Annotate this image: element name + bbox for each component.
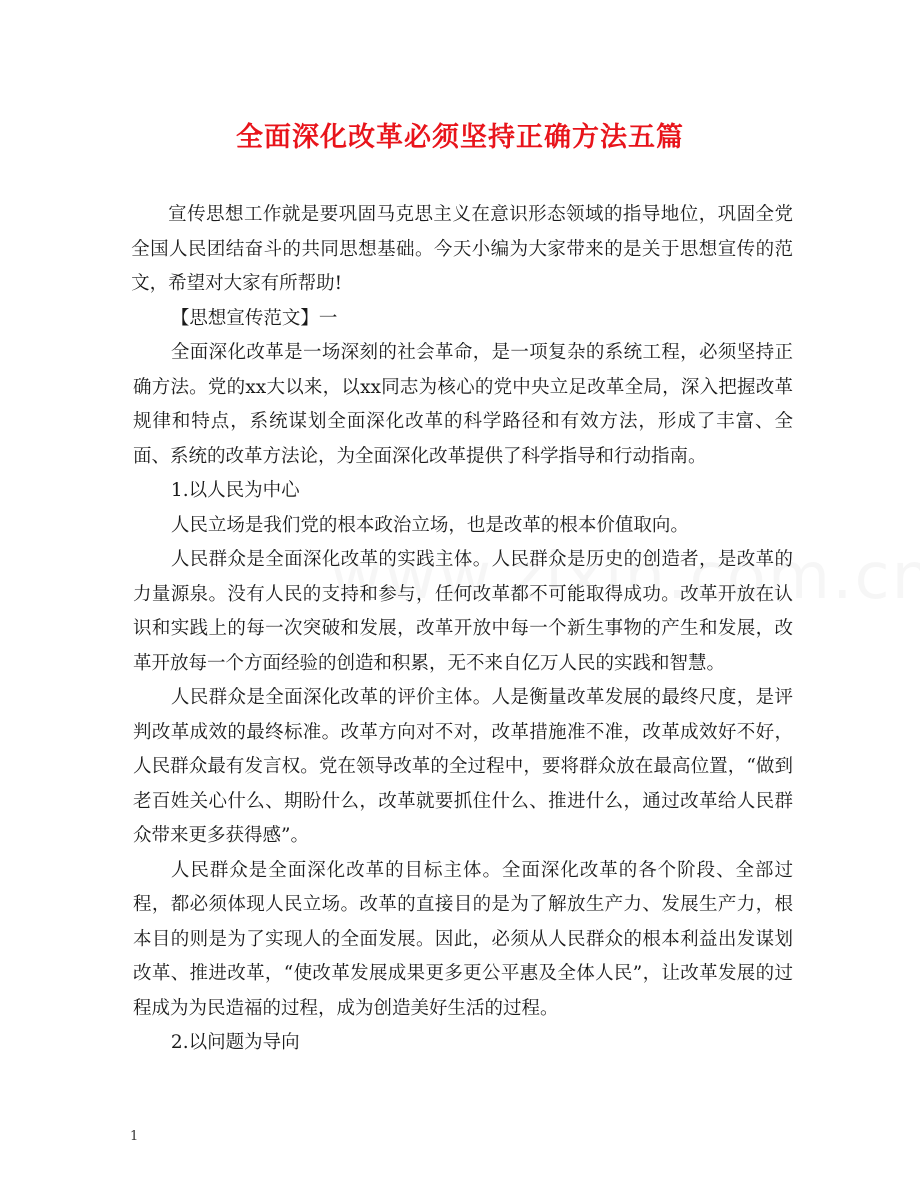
section-heading: 【思想宣传范文】一 (170, 307, 338, 329)
body-paragraph: 人民群众是全面深化改革的目标主体。全面深化改革的各个阶段、全部过程，都必须体现人民立场。改革的直接目的是为了解放生产力、发展生产力，根本目的则是为了实现人的全面发展。因此，必须从人民群众的根本利益出发谋划改革、推进改革，“使改革发展成果更多更公平惠及全体人民”，让改革发展的过程成为为民造福的过程，成为创造美好生活的过程。 (133, 859, 793, 1019)
document-body (133, 198, 793, 1061)
subheading: 1.以人民为中心 (170, 480, 300, 501)
intro-paragraph: 宣传思想工作就是要巩固马克思主义在意识形态领域的指导地位，巩固全党全国人民团结奋斗的共同思想基础。今天小编为大家带来的是关于思想宣传的范文，希望对大家有所帮助! (131, 204, 793, 294)
body-paragraph: 人民立场是我们党的根本政治立场，也是改革的根本价值取向。 (170, 514, 689, 536)
body-paragraph: 人民群众是全面深化改革的评价主体。人是衡量改革发展的最终尺度，是评判改革成效的最终标准。改革方向对不对，改革措施准不准，改革成效好不好，人民群众最有发言权。党在领导改革的全过程中，要将群众放在最高位置，“做到老百姓关心什么、期盼什么，改革就要抓住什么、推进什么，通过改革给人民群众带来更多获得感”。 (133, 687, 793, 846)
subheading: 2.以问题为导向 (170, 1032, 300, 1053)
body-paragraph: 人民群众是全面深化改革的实践主体。人民群众是历史的创造者，是改革的力量源泉。没有人民的支持和参与，任何改革都不可能取得成功。改革开放在认识和实践上的每一次突破和发展，改革开放中每一个新生事物的产生和发展，改革开放每一个方面经验的创造和积累，无不来自亿万人民的实践和智慧。 (133, 549, 793, 674)
body-paragraph: 全面深化改革是一场深刻的社会革命，是一项复杂的系统工程，必须坚持正确方法。党的xx大以来，以xx同志为核心的党中央立足改革全局，深入把握改革规律和特点，系统谋划全面深化改革的科学路径和有效方法，形成了丰富、全面、系统的改革方法论，为全面深化改革提供了科学指导和行动指南。 (133, 342, 793, 467)
page-number: 1 (130, 1129, 139, 1144)
page-title: 全面深化改革必须坚持正确方法五篇 (236, 122, 684, 153)
